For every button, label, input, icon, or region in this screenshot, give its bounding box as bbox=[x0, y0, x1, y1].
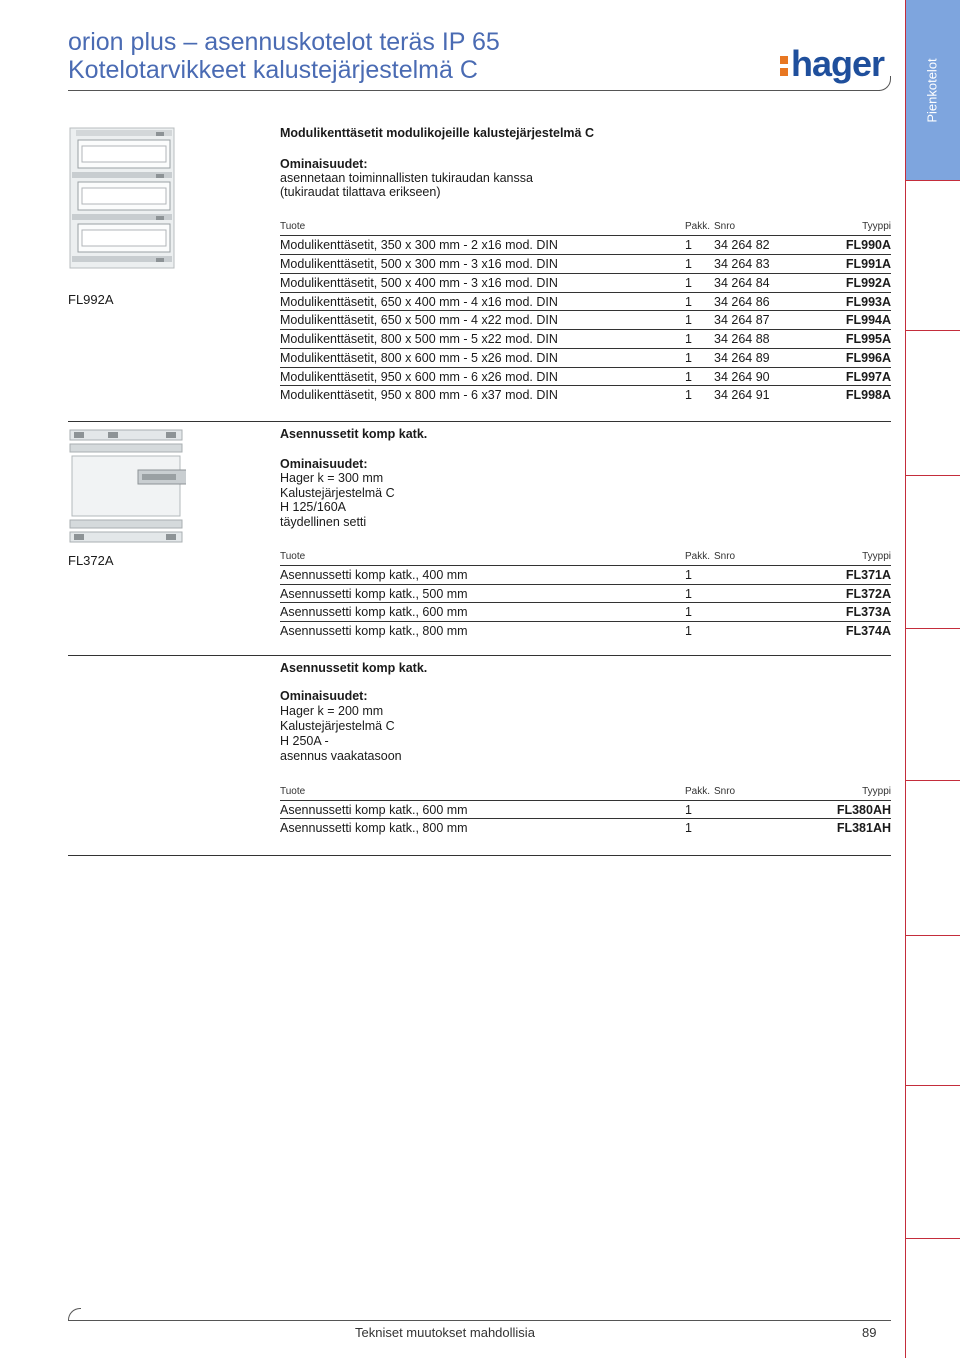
col-product: Tuote bbox=[280, 786, 306, 797]
feature-line: asennus vaakatasoon bbox=[280, 749, 402, 763]
table-row: Modulikenttäsetit, 950 x 600 mm - 6 x26 mod. DIN 1 34 264 90 FL997A bbox=[280, 367, 891, 386]
sidebar-label[interactable]: Pienkotelot bbox=[925, 57, 941, 123]
section-divider bbox=[68, 421, 891, 422]
col-pakk: Pakk. bbox=[685, 221, 711, 232]
feature-line: Hager k = 200 mm bbox=[280, 704, 384, 718]
col-pakk: Pakk. bbox=[685, 786, 711, 797]
col-type: Tyyppi bbox=[862, 221, 891, 232]
col-product: Tuote bbox=[280, 551, 306, 562]
table-row: Asennussetti komp katk., 800 mm 1 FL374A bbox=[280, 621, 891, 640]
sidebar-tab-divider bbox=[905, 1085, 960, 1086]
features-heading: Ominaisuudet: bbox=[280, 689, 368, 703]
modular-panel-image bbox=[68, 126, 178, 271]
table-row: Modulikenttäsetit, 350 x 300 mm - 2 x16 mod. DIN 1 34 264 82 FL990A bbox=[280, 235, 891, 254]
image-code-label: FL372A bbox=[68, 553, 114, 568]
features-heading: Ominaisuudet: bbox=[280, 157, 368, 171]
header-divider bbox=[68, 90, 880, 91]
table-header bbox=[280, 784, 891, 800]
feature-line: Kalustejärjestelmä C bbox=[280, 486, 395, 500]
footer-note: Tekniset muutokset mahdollisia bbox=[355, 1325, 535, 1340]
table-row: Modulikenttäsetit, 500 x 300 mm - 3 x16 mod. DIN 1 34 264 83 FL991A bbox=[280, 254, 891, 273]
sidebar-tab-divider bbox=[905, 330, 960, 331]
col-snro: Snro bbox=[714, 786, 736, 797]
table-header bbox=[280, 219, 891, 235]
feature-line: H 125/160A bbox=[280, 500, 347, 514]
title-line-1: orion plus – asennuskotelot teräs IP 65 bbox=[68, 28, 500, 56]
feature-line: Hager k = 300 mm bbox=[280, 471, 384, 485]
table-row: Asennussetti komp katk., 600 mm 1 FL373A bbox=[280, 602, 891, 621]
sidebar-tab-divider bbox=[905, 475, 960, 476]
feature-line: H 250A - bbox=[280, 734, 329, 748]
footer-divider bbox=[68, 1320, 891, 1321]
table-row: Asennussetti komp katk., 500 mm 1 FL372A bbox=[280, 584, 891, 603]
features-heading: Ominaisuudet: bbox=[280, 457, 368, 471]
section-title: Asennussetit komp katk. bbox=[280, 661, 428, 675]
sidebar-tab-divider bbox=[905, 180, 960, 181]
logo-dots-icon bbox=[780, 56, 788, 76]
section-title: Asennussetit komp katk. bbox=[280, 427, 428, 441]
sidebar-tab-divider bbox=[905, 935, 960, 936]
col-snro: Snro bbox=[714, 221, 736, 232]
col-product: Tuote bbox=[280, 221, 306, 232]
table-header bbox=[280, 549, 891, 565]
sidebar-tab-divider bbox=[905, 628, 960, 629]
feature-line: Kalustejärjestelmä C bbox=[280, 719, 395, 733]
table-row: Modulikenttäsetit, 650 x 500 mm - 4 x22 mod. DIN 1 34 264 87 FL994A bbox=[280, 310, 891, 329]
page-title bbox=[68, 28, 500, 84]
section-divider bbox=[68, 855, 891, 856]
section-title: Modulikenttäsetit modulikojeille kalustejärjestelmä C bbox=[280, 126, 594, 140]
table-row: Modulikenttäsetit, 800 x 500 mm - 5 x22 mod. DIN 1 34 264 88 FL995A bbox=[280, 329, 891, 348]
table-row: Modulikenttäsetit, 500 x 400 mm - 3 x16 mod. DIN 1 34 264 84 FL992A bbox=[280, 273, 891, 292]
mounting-set-image bbox=[68, 428, 186, 548]
feature-line: asennetaan toiminnallisten tukiraudan kanssa bbox=[280, 171, 533, 185]
brand-name: hager bbox=[791, 43, 885, 84]
table-row: Modulikenttäsetit, 800 x 600 mm - 5 x26 mod. DIN 1 34 264 89 FL996A bbox=[280, 348, 891, 367]
feature-line: täydellinen setti bbox=[280, 515, 367, 529]
hager-logo bbox=[780, 43, 885, 84]
table-row: Asennussetti komp katk., 600 mm 1 FL380AH bbox=[280, 800, 891, 819]
feature-line: (tukiraudat tilattava erikseen) bbox=[280, 185, 441, 199]
sidebar-tab-divider bbox=[905, 1238, 960, 1239]
table-row: Modulikenttäsetit, 950 x 800 mm - 6 x37 mod. DIN 1 34 264 91 FL998A bbox=[280, 385, 891, 404]
section-divider bbox=[68, 655, 891, 656]
table-row: Asennussetti komp katk., 800 mm 1 FL381AH bbox=[280, 818, 891, 837]
table-row: Modulikenttäsetit, 650 x 400 mm - 4 x16 mod. DIN 1 34 264 86 FL993A bbox=[280, 292, 891, 311]
page-number: 89 bbox=[862, 1325, 877, 1340]
image-code-label: FL992A bbox=[68, 292, 114, 307]
col-type: Tyyppi bbox=[862, 551, 891, 562]
table-row: Asennussetti komp katk., 400 mm 1 FL371A bbox=[280, 565, 891, 584]
header-divider-curve bbox=[878, 76, 891, 91]
col-pakk: Pakk. bbox=[685, 551, 711, 562]
col-type: Tyyppi bbox=[862, 786, 891, 797]
sidebar-tab-divider bbox=[905, 780, 960, 781]
title-line-2: Kotelotarvikkeet kalustejärjestelmä C bbox=[68, 56, 478, 84]
sidebar-border bbox=[905, 0, 906, 1358]
col-snro: Snro bbox=[714, 551, 736, 562]
